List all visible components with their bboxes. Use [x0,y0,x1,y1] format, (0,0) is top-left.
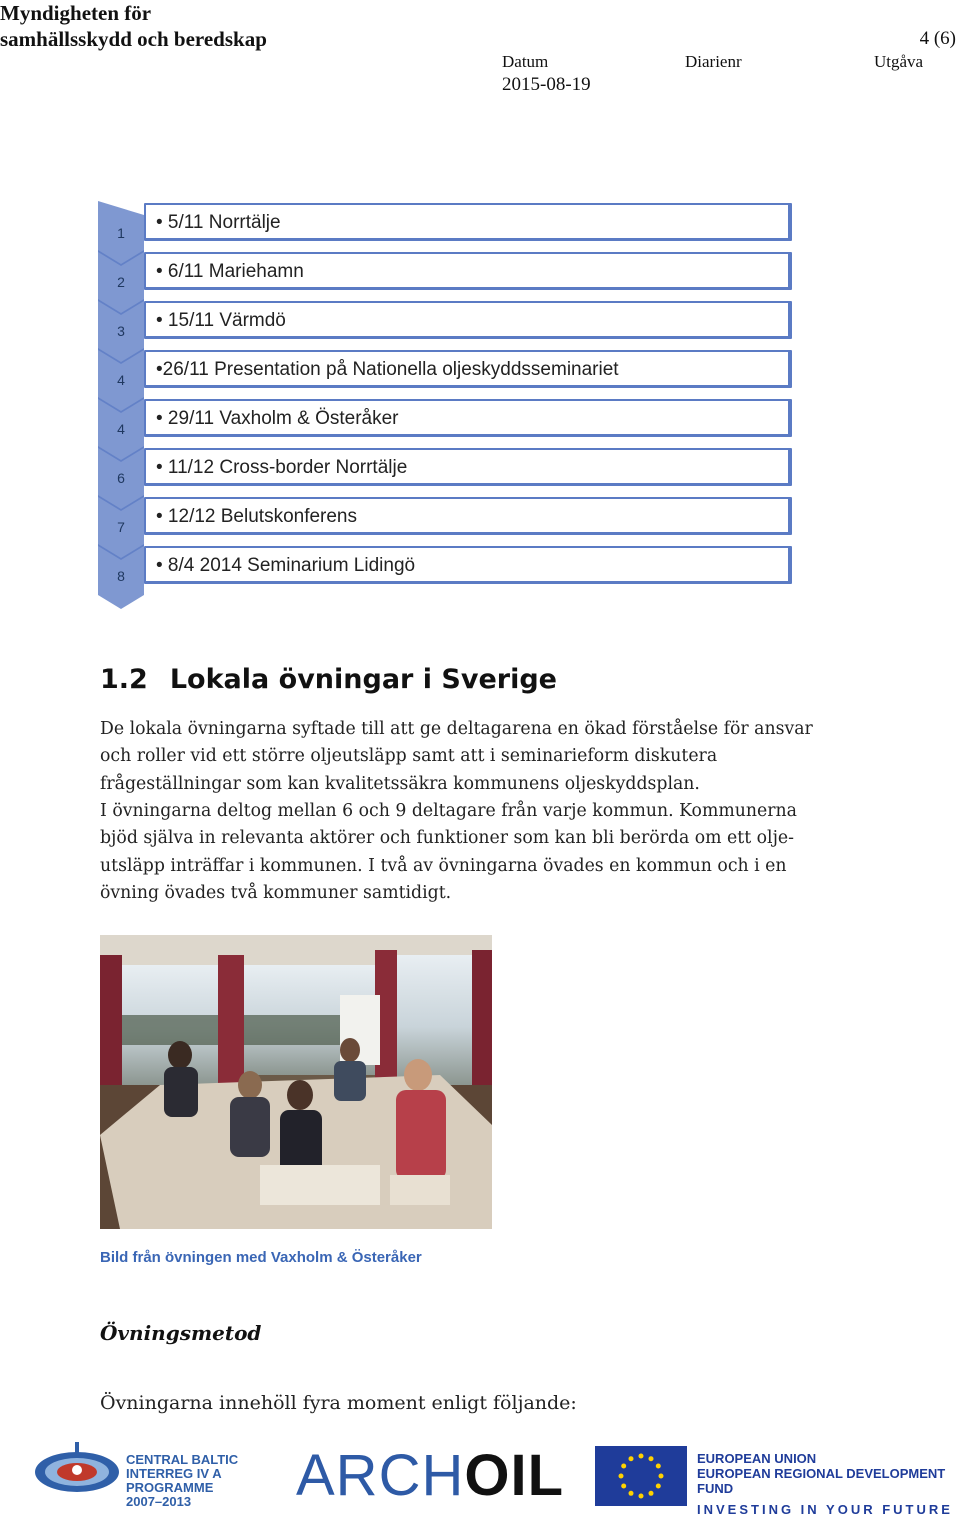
timeline-item [144,301,792,339]
eu-line: EUROPEAN REGIONAL DEVELOPMENT FUND [697,1466,946,1496]
timeline-item-text: • 29/11 Vaxholm & Österåker [156,408,399,429]
eu-text [697,1451,960,1517]
timeline-diagram [98,201,798,613]
cb-line: PROGRAMME [126,1480,214,1495]
timeline-step-number: 7 [117,519,125,535]
eu-flag-icon [595,1446,687,1506]
timeline-item [144,203,792,241]
section-heading [100,664,557,695]
timeline-step-number: 1 [117,225,125,241]
cb-line: CENTRAL BALTIC [126,1452,239,1467]
timeline-item-text: • 5/11 Norrtälje [156,212,281,233]
subheading-method: Övningsmetod [100,1321,262,1345]
paragraph-participants: I övningarna deltog mellan 6 och 9 deltagare från varje kommun. Kommunerna bjöd själva in relevanta aktörer och funktioner som kan bli berörda om ett olje-utsläpp inträffar i kommunen. I två av övningarna övades en kommun och i en övning övades två kommuner samtidigt. [100,801,797,904]
timeline-step-number: 6 [117,470,125,486]
edition-label: Utgåva [874,52,924,71]
date-label: Datum [502,52,549,71]
timeline-item [144,350,792,388]
registry-label: Diarienr [685,52,742,71]
organization-name [0,0,267,52]
timeline-step-number: 2 [117,274,125,290]
organization-line-1: Myndigheten för [0,1,152,25]
timeline-step-number: 4 [117,421,125,437]
timeline-item-text: • 11/12 Cross-border Norrtälje [156,457,408,478]
timeline-step-number: 8 [117,568,125,584]
page-number: 4 (6) [919,28,956,49]
central-baltic-logo-icon [34,1440,120,1504]
archoil-logo-part-2: OIL [464,1443,565,1508]
timeline-chevrons [98,201,144,613]
timeline-item [144,252,792,290]
archoil-logo [296,1443,565,1508]
timeline-step-number: 3 [117,323,125,339]
timeline-item-text: • 12/12 Belutskonferens [156,506,358,527]
section-title: Lokala övningar i Sverige [169,664,557,695]
date-value: 2015-08-19 [502,74,591,95]
timeline-item [144,448,792,486]
method-intro: Övningarna innehöll fyra moment enligt följande: [100,1392,577,1414]
organization-line-2: samhällsskydd och beredskap [0,27,267,51]
timeline-step-number: 4 [117,372,125,388]
section-number: 1.2 [100,664,148,695]
cb-line: 2007–2013 [126,1494,192,1509]
photo-caption: Bild från övningen med Vaxholm & Österåker [100,1249,422,1266]
timeline-item-text: • 6/11 Mariehamn [156,261,304,282]
timeline-item-text: •26/11 Presentation på Nationella oljeskyddsseminariet [156,359,619,380]
central-baltic-text [126,1453,238,1509]
timeline-item-text: • 8/4 2014 Seminarium Lidingö [156,555,416,576]
paragraph-purpose: De lokala övningarna syftade till att ge deltagarena en ökad förståelse för ansvar och roller vid ett större oljeutsläpp samt att i seminarieform diskutera frågeställningar som kan kvalitetssäkra kommunens oljeskyddsplan. [100,719,813,794]
archoil-logo-part-1: ARCH [296,1443,465,1508]
timeline-item [144,497,792,535]
timeline-item [144,399,792,437]
cb-line: INTERREG IV A [126,1466,222,1481]
exercise-photo [100,935,492,1229]
timeline-item [144,546,792,584]
eu-slogan: INVESTING IN YOUR FUTURE [697,1502,953,1517]
timeline-item-text: • 15/11 Värmdö [156,310,286,331]
eu-line: EUROPEAN UNION [697,1451,817,1466]
